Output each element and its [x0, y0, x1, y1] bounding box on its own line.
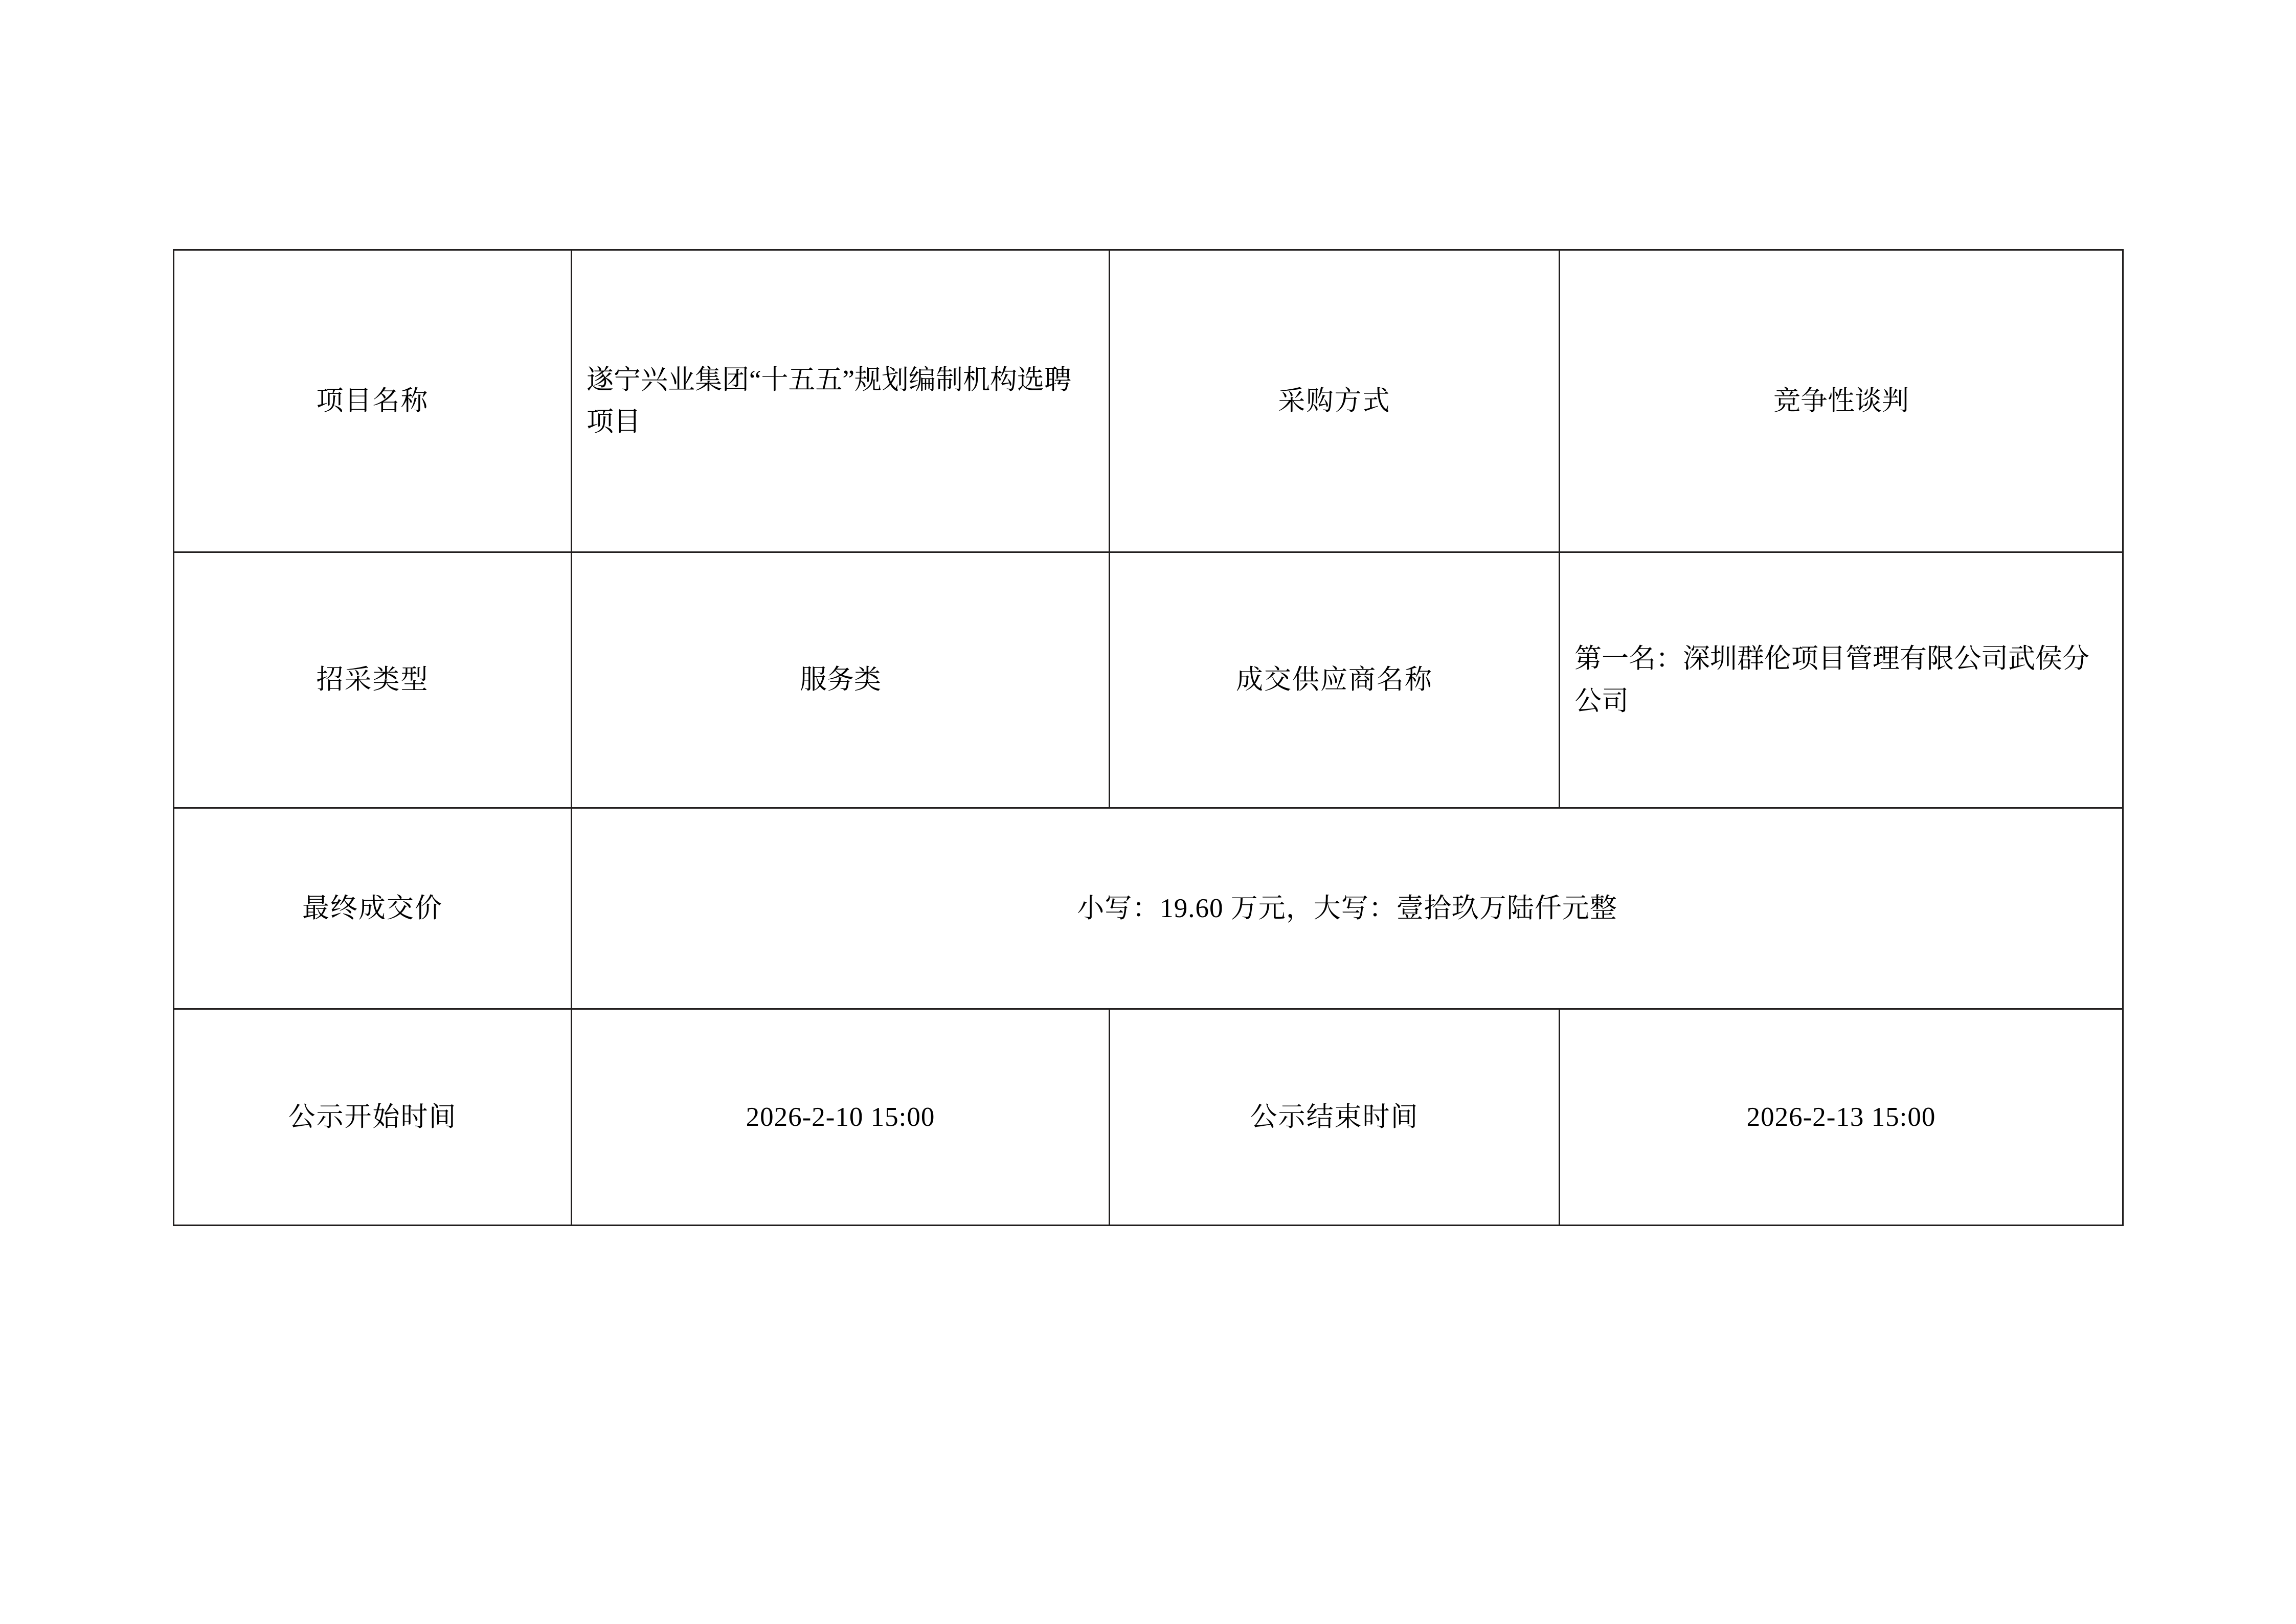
cell-value-publicity-end: 2026-2-13 15:00 [1560, 1009, 2123, 1226]
cell-value-procurement-method: 竞争性谈判 [1560, 250, 2123, 552]
cell-label-publicity-start: 公示开始时间 [174, 1009, 572, 1226]
cell-label-project-name: 项目名称 [174, 250, 572, 552]
cell-label-procurement-method: 采购方式 [1110, 250, 1560, 552]
cell-value-winning-supplier: 第一名：深圳群伦项目管理有限公司武侯分公司 [1560, 552, 2123, 808]
procurement-info-table [173, 249, 2124, 1226]
cell-value-publicity-start: 2026-2-10 15:00 [572, 1009, 1110, 1226]
cell-value-procurement-type: 服务类 [572, 552, 1110, 808]
cell-label-procurement-type: 招采类型 [174, 552, 572, 808]
cell-label-winning-supplier: 成交供应商名称 [1110, 552, 1560, 808]
cell-label-final-price: 最终成交价 [174, 808, 572, 1009]
table-row [174, 250, 2123, 552]
table-row [174, 552, 2123, 808]
cell-label-publicity-end: 公示结束时间 [1110, 1009, 1560, 1226]
table-row [174, 1009, 2123, 1226]
table-row [174, 808, 2123, 1009]
cell-value-project-name [572, 250, 1110, 552]
cell-value-final-price: 小写：19.60 万元，大写：壹拾玖万陆仟元整 [572, 808, 2123, 1009]
project-name-text: 遂宁兴业集团“十五五”规划编制机构选聘项目 [587, 365, 1072, 437]
